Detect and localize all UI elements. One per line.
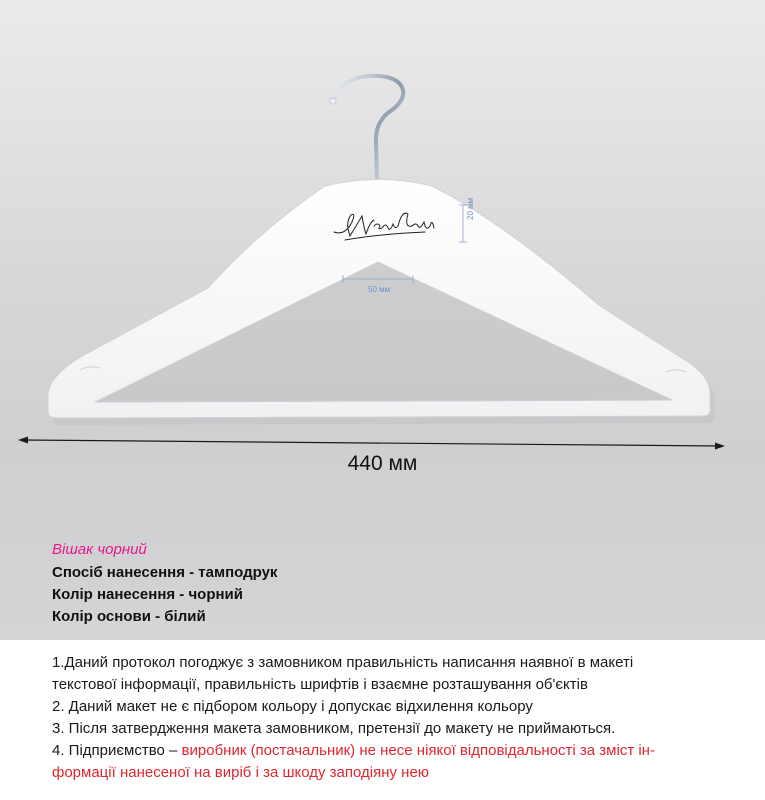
note-1-line-2: текстової інформації, правильність шрифтів і взаємне розташування об'єктів bbox=[52, 676, 588, 693]
note-3: 3. Після затвердження макета замовником, претензії до макету не приймаються. bbox=[52, 720, 616, 737]
spec-block bbox=[52, 540, 277, 628]
hook bbox=[330, 76, 403, 182]
note-4-line-1 bbox=[52, 740, 752, 762]
spec-base-color: Колір основи - білий bbox=[52, 608, 206, 625]
width-dimension-label: 50 мм bbox=[368, 285, 391, 294]
note-1-line-1: 1.Даний протокол погоджує з замовником правильність написання наявної в макеті bbox=[52, 654, 634, 671]
total-width-arrow bbox=[18, 437, 725, 450]
note-4-prefix: 4. Підприємство – bbox=[52, 742, 182, 759]
total-width-label: 440 мм bbox=[347, 452, 418, 475]
spec-print-color: Колір нанесення - чорний bbox=[52, 586, 244, 603]
note-4-warning-part-1: виробник (постачальник) не несе ніякої відповідальності за зміст ін- bbox=[181, 742, 655, 759]
product-name: Вішак чорний bbox=[52, 541, 147, 558]
note-2: 2. Даний макет не є підбором кольору і допускає відхилення кольору bbox=[52, 698, 533, 715]
height-dimension-label: 20 мм bbox=[466, 197, 475, 220]
note-4-warning-part-2: формації нанесеної на виріб і за шкоду заподіяну нею bbox=[52, 764, 430, 781]
notes-block bbox=[52, 652, 752, 784]
spec-method: Спосіб нанесення - тамподрук bbox=[52, 564, 278, 581]
